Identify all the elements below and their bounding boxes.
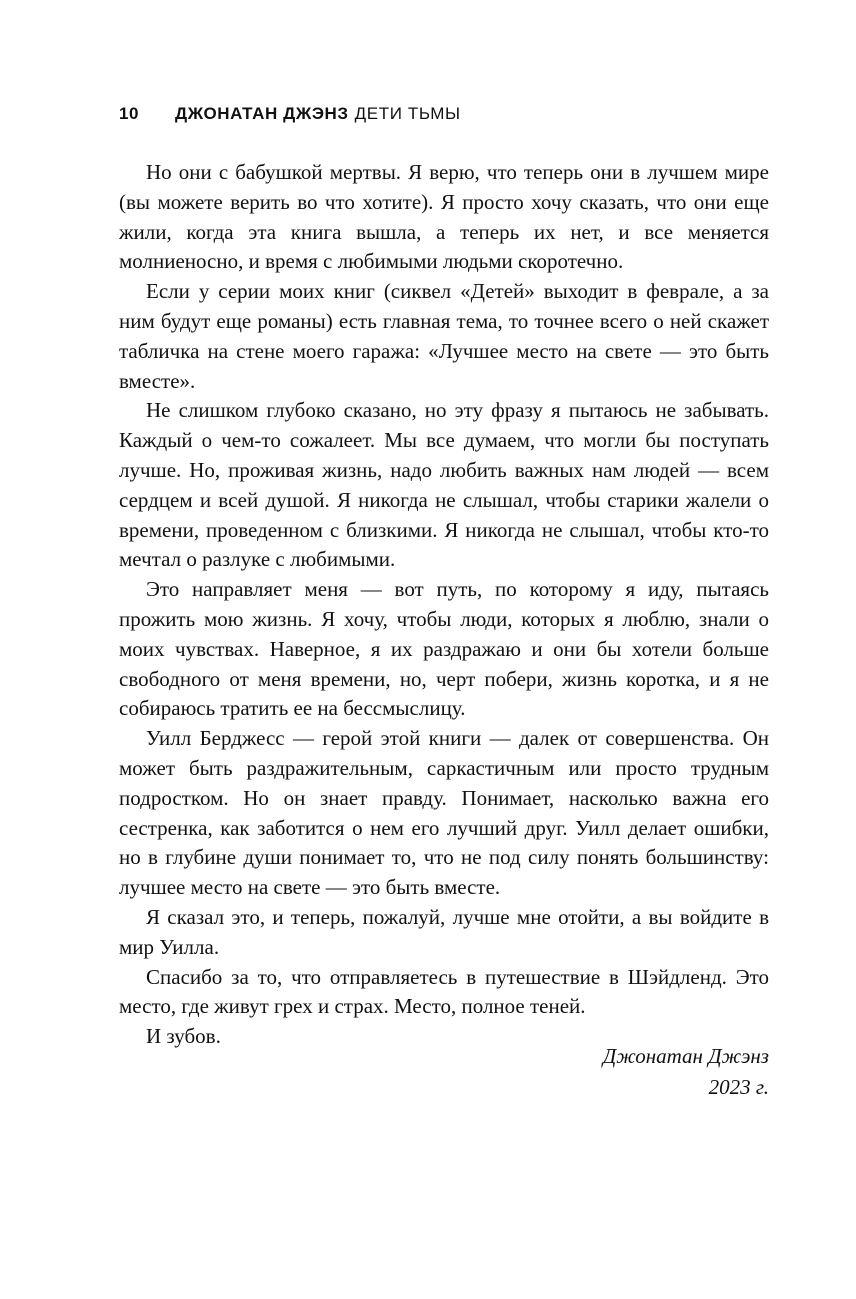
paragraph: Уилл Берджесс — герой этой книги — далек от совершенства. Он может быть раздражительным, саркастичным или просто трудным подростком. Но он знает правду. Понимает, насколько важна его сестренка, как заботится о нем его лучший друг. Уилл делает ошибки, но в глубине души понимает то, что не под силу понять большинству: лучшее место на свете — это быть вместе. (119, 726, 769, 900)
paragraph: Не слишком глубоко сказано, но эту фразу я пытаюсь не забывать. Каждый о чем-то сожалеет. Мы все думаем, что могли бы поступать лучше. Но, проживая жизнь, надо любить важных нам людей — всем сердцем и всей душой. Я никогда не слышал, чтобы старики жалели о времени, проведенном с близкими. Я никогда не слышал, чтобы кто-то мечтал о разлуке с любимыми. (119, 398, 769, 572)
paragraph: И зубов. (146, 1024, 221, 1049)
signature-year: 2023 г. (708, 1075, 769, 1099)
author-name: ДЖОНАТАН ДЖЭНЗ (175, 104, 349, 123)
main-text (119, 158, 769, 1052)
paragraph: Если у серии моих книг (сиквел «Детей» выходит в феврале, а за ним будут еще романы) есть главная тема, то точнее всего о ней скажет табличка на стене моего гаража: «Лучшее место на свете — это быть вместе». (119, 279, 769, 393)
paragraph: Но они с бабушкой мертвы. Я верю, что теперь они в лучшем мире (вы можете верить во что хотите). Я просто хочу сказать, что они еще жили, когда эта книга вышла, а теперь их нет, и все меняется молниеносно, и время с любимыми людьми скоротечно. (119, 160, 769, 274)
signature-name: Джонатан Джэнз (602, 1044, 769, 1068)
paragraph: Это направляет меня — вот путь, по которому я иду, пытаясь прожить мою жизнь. Я хочу, чтобы люди, которых я люблю, знали о моих чувствах. Наверное, я их раздражаю и они бы хотели больше свободного от меня времени, но, черт побери, жизнь коротка, и я не собираюсь тратить ее на бессмыслицу. (119, 577, 769, 721)
signature (603, 1041, 769, 1103)
paragraph: Я сказал это, и теперь, пожалуй, лучше мне отойти, а вы войдите в мир Уилла. (119, 904, 769, 959)
book-title: ДЕТИ ТЬМЫ (354, 104, 461, 123)
running-head (119, 104, 461, 124)
paragraph: Спасибо за то, что отправляетесь в путешествие в Шэйдленд. Это место, где живут грех и страх. Место, полное теней. (119, 964, 769, 1019)
page-number: 10 (119, 104, 140, 123)
